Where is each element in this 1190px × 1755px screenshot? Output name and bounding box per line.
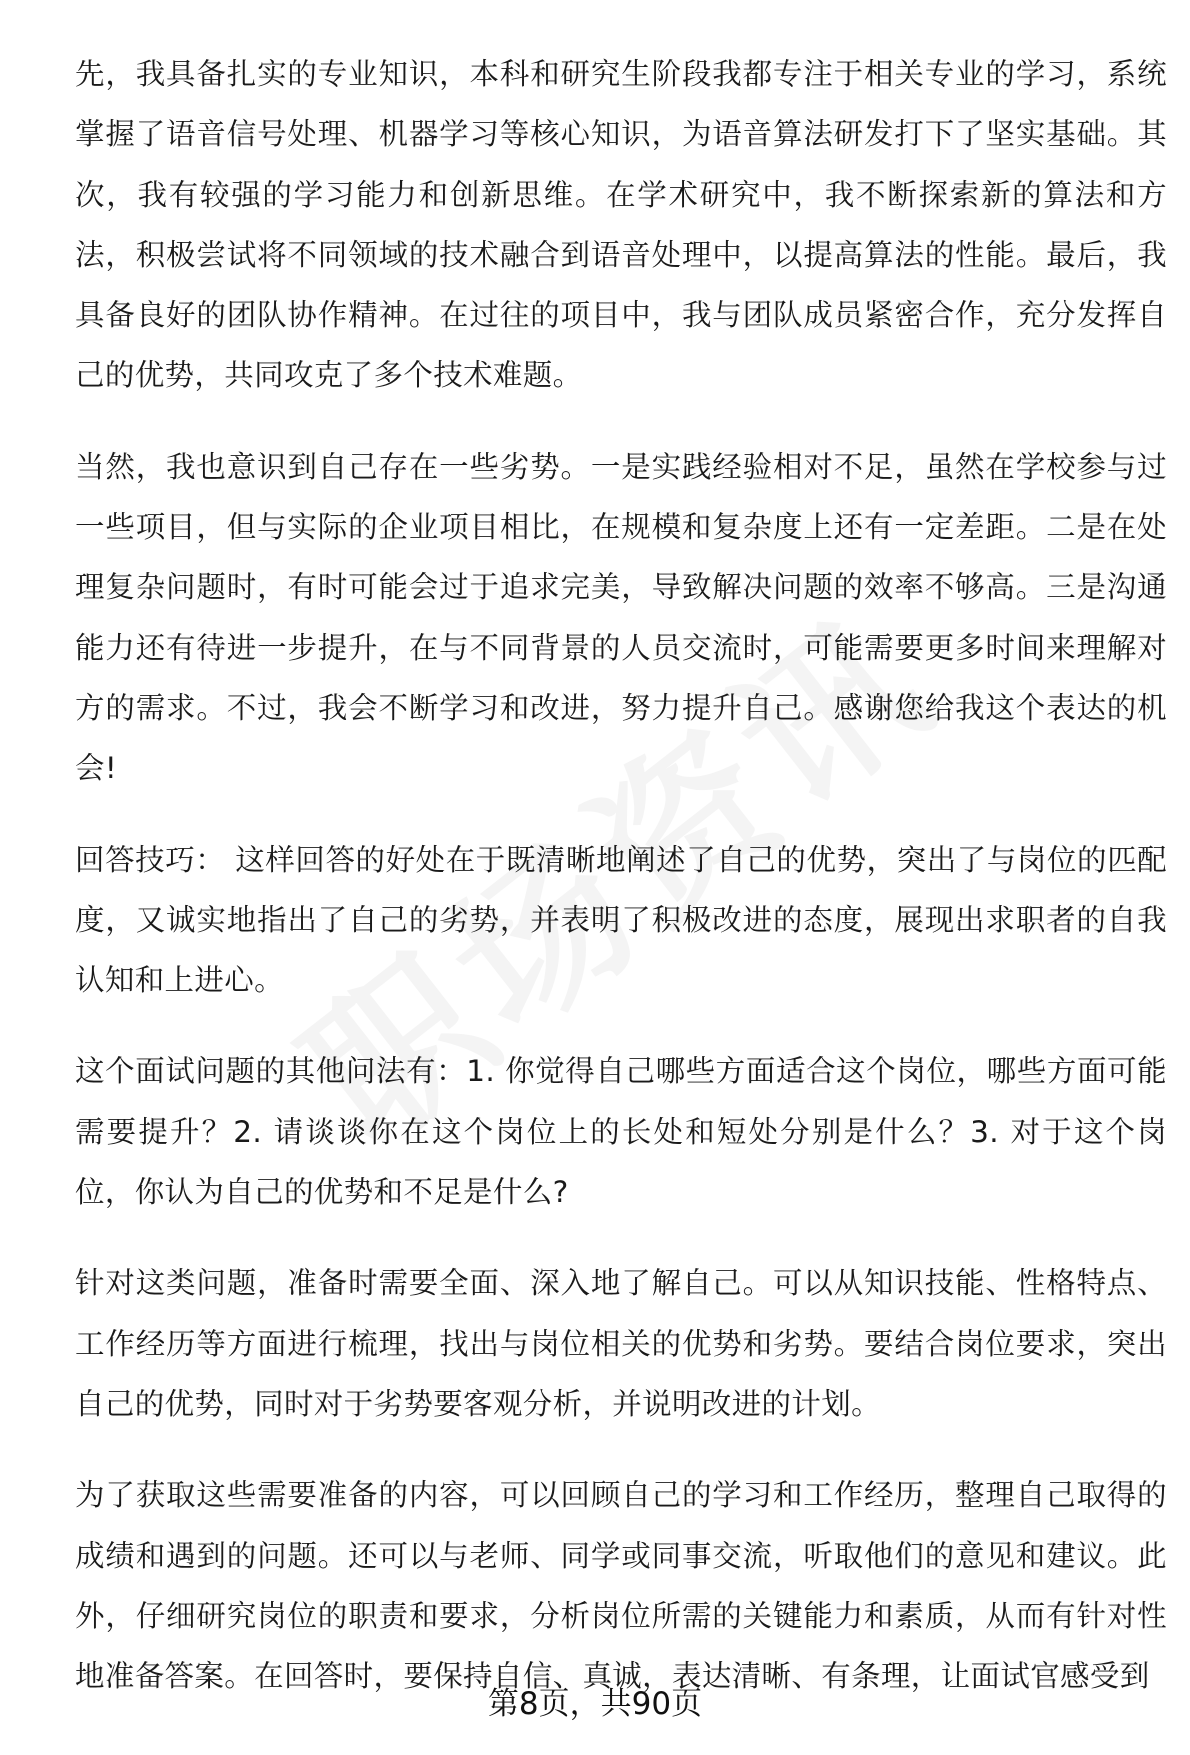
paragraph-weaknesses: 当然，我也意识到自己存在一些劣势。一是实践经验相对不足，虽然在学校参与过一些项目，但与实际的企业项目相比，在规模和复杂度上还有一定差距。二是在处理复杂问题时，有时可能会过于追求完美，导致解决问题的效率不够高。三是沟通能力还有待进一步提升，在与不同背景的人员交流时，可能需要更多时间来理解对方的需求。不过，我会不断学习和改进，努力提升自己。感谢您给我这个表达的机会! — [75, 449, 1167, 786]
document-body — [75, 44, 1167, 1706]
page-number: 第8页，共90页 — [487, 1686, 703, 1722]
paragraph-answer-tips: 回答技巧： 这样回答的好处在于既清晰地阐述了自己的优势，突出了与岗位的匹配度，又诚实地指出了自己的劣势，并表明了积极改进的态度，展现出求职者的自我认知和上进心。 — [75, 842, 1167, 998]
paragraph-preparation: 针对这类问题，准备时需要全面、深入地了解自己。可以从知识技能、性格特点、工作经历等方面进行梳理，找出与岗位相关的优势和劣势。要结合岗位要求，突出自己的优势，同时对于劣势要客观分析，并说明改进的计划。 — [75, 1266, 1167, 1421]
paragraph-alternative-questions: 这个面试问题的其他问法有：1. 你觉得自己哪些方面适合这个岗位，哪些方面可能需要提升？2. 请谈谈你在这个岗位上的长处和短处分别是什么？3. 对于这个岗位，你认为自己的优势和不足是什么? — [75, 1054, 1167, 1210]
paragraph-strengths: 先，我具备扎实的专业知识，本科和研究生阶段我都专注于相关专业的学习，系统掌握了语音信号处理、机器学习等核心知识，为语音算法研发打下了坚实基础。其次，我有较强的学习能力和创新思维。在学术研究中，我不断探索新的算法和方法，积极尝试将不同领域的技术融合到语音处理中，以提高算法的性能。最后，我具备良好的团队协作精神。在过往的项目中，我与团队成员紧密合作，充分发挥自己的优势，共同攻克了多个技术难题。 — [75, 57, 1167, 393]
paragraph-how-to-prepare: 为了获取这些需要准备的内容，可以回顾自己的学习和工作经历，整理自己取得的成绩和遇到的问题。还可以与老师、同学或同事交流，听取他们的意见和建议。此外，仔细研究岗位的职责和要求，分析岗位所需的关键能力和素质，从而有针对性地准备答案。在回答时，要保持自信、真诚，表达清晰、有条理，让面试官感受到 — [75, 1478, 1167, 1694]
